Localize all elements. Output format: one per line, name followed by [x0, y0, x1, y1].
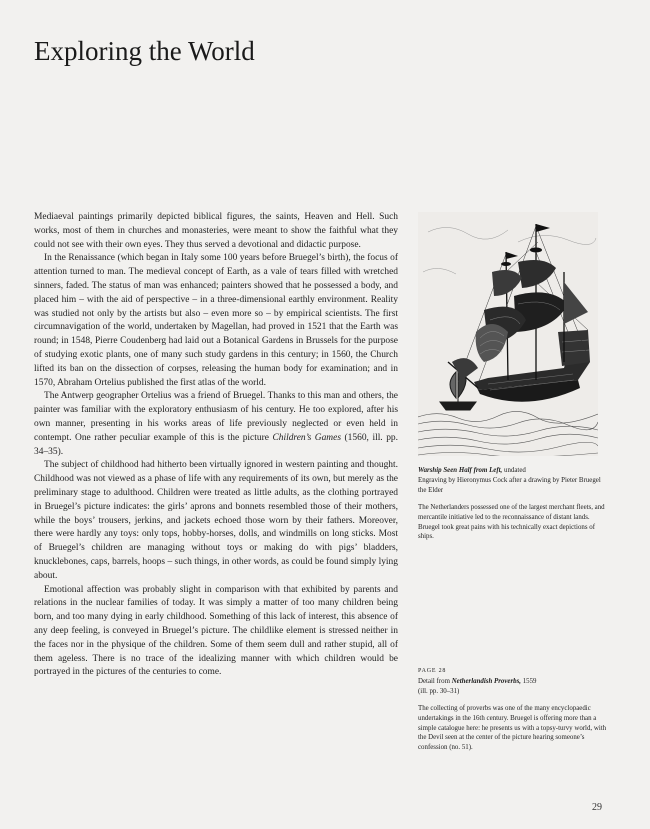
- caption-note: The Netherlanders possessed one of the largest merchant fleets, and mercantile initiative led to the reconnaissance of distant lands. Bruegel took great pains with his technically exact depictions of ships.: [418, 503, 605, 541]
- caption-note: The collecting of proverbs was one of the many encyclopaedic undertakings in the 16th century. Bruegel is offering more than a simple catalogue here: he presents us with a topsy-turvy world, with the Devil seen at the center of the picture hearing someone’s confession (no. 51).: [418, 704, 607, 752]
- page-title: Exploring the World: [34, 36, 255, 66]
- caption-warship: [418, 466, 610, 542]
- caption-detail-prefix: Detail from: [418, 677, 452, 685]
- caption-title-line: [418, 466, 610, 476]
- caption-detail-year: 1559: [520, 677, 537, 685]
- caption-date: undated: [502, 467, 526, 474]
- warship-engraving: [418, 212, 598, 456]
- paragraph-text: (1560, ill. pp. 34–35).: [34, 432, 399, 457]
- paragraph: [34, 390, 398, 459]
- caption-detail-line: [418, 677, 610, 687]
- caption-credit: Engraving by Hieronymus Cock after a drawing by Pieter Bruegel the Elder: [418, 476, 601, 494]
- paragraph: In the Renaissance (which began in Italy some 100 years before Bruegel’s birth), the focus of attention turned to man. The medieval concept of Earth, as a vale of tears filled with wretched sinners, faded. The status of man was enhanced; painters showed that he possessed a body, and placed him – with the aid of perspective – in a three-dimensional earthly environment. Reality was studied not only by the artists but also – even more so – by empirical scientists. The first circumnavigation of the world, undertaken by Magellan, had proved in 1521 that the Earth was round; in 1548, Pierre Coudenberg had laid out a Botanical Gardens in Brussels for the purpose of studying exotic plants, one of many such study gardens in this century; in 1560, the Church lifted its ban on the dissection of corpses, releasing the human body for examination; and in 1570, Abraham Ortelius published the first atlas of the world.: [34, 253, 398, 388]
- caption-title: Warship Seen Half from Left,: [418, 467, 503, 474]
- paragraph: Emotional affection was probably slight in comparison with that exhibited by parents and relations in the nuclear families of today. It was simply a matter of too many children being born, and too many dying in early childhood. Something of this lack of interest, this absence of any deep feeling, is conveyed in Bruegel’s picture. The childlike element is stressed neither in the faces nor in the physique of the children. Some of them seem dull and rather stupid, all of them ageless. There is no trace of the idealizing manner with which children would be portrayed in the pictures of the centuries to come.: [34, 584, 398, 678]
- page-number: 29: [592, 802, 602, 813]
- paragraph: Mediaeval paintings primarily depicted biblical figures, the saints, Heaven and Hell. Such works, most of them in churches and monasteries, were meant to show the faithful what they could not see with their own eyes. They thus served a devotional and didactic purpose.: [34, 212, 398, 250]
- work-title: Children’s Games: [272, 432, 341, 443]
- paragraph-text: The Antwerp geographer Ortelius was a friend of Bruegel. Thanks to this man and others, the painter was familiar with the exploratory enthusiasm of his century. He too explored, after his own manner, presenting in his works areas of life previously neglected or even held in contempt. One rather peculiar example of this is the picture: [34, 391, 398, 443]
- caption-detail-title: Netherlandish Proverbs,: [451, 677, 521, 685]
- caption-proverbs: [418, 667, 610, 753]
- caption-page-label: PAGE 28: [418, 668, 447, 674]
- caption-detail-ref: (ill. pp. 30–31): [418, 687, 460, 695]
- paragraph: The subject of childhood had hitherto been virtually ignored in western painting and thought. Childhood was not viewed as a phase of life with any requirements of its own, but merely as the preliminary stage to adulthood. Children were treated as little adults, as the clothing portrayed in Bruegel’s picture indicates: the girls’ aprons and bonnets resembled those of their mothers, while the boys’ trousers, jerkins, and jackets echoed those worn by their fathers. Moreover, there were hardly any toys: only tops, hobby-horses, dolls, and windmills on long sticks. Most of Bruegel’s children are managing without toys or making do with pigs’ bladders, knucklebones, caps, barrels, hoops – such things, in other words, as could be found simply lying about.: [34, 460, 398, 581]
- main-text: [34, 211, 398, 680]
